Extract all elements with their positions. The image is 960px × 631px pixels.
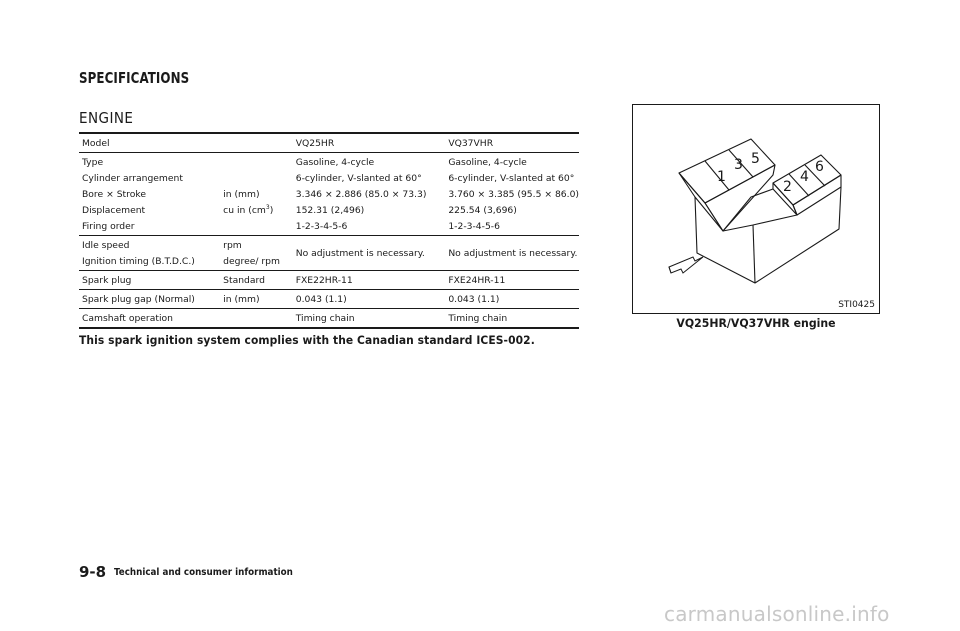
engine-figure — [632, 104, 880, 314]
valley-line — [723, 189, 773, 231]
table-cell: 6-cylinder, V-slanted at 60° — [295, 173, 422, 184]
table-cell: Spark plug — [79, 271, 223, 290]
table-row — [79, 236, 579, 255]
table-cell: 3.346 × 2.886 (85.0 × 73.3) — [295, 189, 427, 200]
table-cell: Ignition timing (B.T.D.C.) — [82, 256, 195, 267]
table-cell: Gasoline, 4-cycle — [448, 153, 579, 172]
table-cell: Timing chain — [448, 309, 579, 329]
table-cell: Displacement — [82, 205, 146, 216]
table-cell: 225.54 (3,696) — [448, 205, 517, 216]
section-title: SPECIFICATIONS — [79, 69, 190, 87]
table-cell: 1-2-3-4-5-6 — [295, 221, 348, 232]
cylinder-label: 5 — [751, 151, 760, 167]
subsection-title: ENGINE — [79, 109, 134, 127]
table-cell: 0.043 (1.1) — [448, 290, 579, 309]
table-cell — [223, 203, 296, 219]
figure-code: STI0425 — [838, 300, 875, 310]
table-cell: Firing order — [82, 221, 135, 232]
table-cell: rpm — [223, 236, 296, 255]
table-cell — [223, 309, 296, 329]
table-cell — [223, 153, 296, 172]
table-cell: FXE24HR-11 — [448, 271, 579, 290]
unit-text: cu in (cm — [223, 205, 266, 216]
footer-section: Technical and consumer information — [114, 567, 293, 578]
table-cell — [223, 171, 296, 187]
table-row — [79, 309, 579, 329]
table-cell: Gasoline, 4-cycle — [296, 153, 449, 172]
table-cell: Standard — [223, 271, 296, 290]
table-cell: Idle speed — [79, 236, 223, 255]
cylinder-label: 4 — [800, 169, 809, 185]
table-cell: Timing chain — [296, 309, 449, 329]
table-cell: Spark plug gap (Normal) — [79, 290, 223, 309]
table-cell — [223, 219, 296, 236]
table-cell: No adjustment is necessary. — [296, 236, 449, 271]
table-cell: 152.31 (2,496) — [295, 205, 365, 216]
table-cell: Camshaft operation — [79, 309, 223, 329]
page-number: 9-8 — [79, 563, 107, 581]
compliance-note: This spark ignition system complies with the Canadian standard ICES-002. — [79, 333, 535, 347]
header-cell: VQ25HR — [296, 133, 449, 153]
cylinder-label: 3 — [734, 157, 743, 173]
table-cell: 6-cylinder, V-slanted at 60° — [448, 173, 575, 184]
table-cell: in (mm) — [223, 189, 260, 200]
table-cell: Cylinder arrangement — [82, 173, 183, 184]
table-row — [79, 153, 579, 172]
cylinder-label: 6 — [815, 159, 824, 175]
table-cell: degree/ rpm — [223, 256, 280, 267]
table-row — [79, 187, 579, 203]
cylinder-label: 1 — [717, 169, 726, 185]
block-edge — [753, 225, 755, 283]
table-cell: Bore × Stroke — [82, 189, 146, 200]
header-cell — [223, 133, 296, 153]
header-cell: VQ37VHR — [448, 133, 579, 153]
table-row — [79, 203, 579, 219]
engine-block-diagram — [633, 105, 881, 315]
table-cell: 3.760 × 3.385 (95.5 × 86.0) — [448, 189, 579, 200]
table-row — [79, 219, 579, 236]
table-cell: 0.043 (1.1) — [296, 290, 449, 309]
front-direction-arrow-icon — [669, 257, 703, 273]
watermark: carmanualsonline.info — [664, 602, 890, 626]
table-row — [79, 171, 579, 187]
unit-close: ) — [269, 205, 274, 216]
table-cell: in (mm) — [223, 290, 296, 309]
cylinder-label: 2 — [783, 179, 792, 195]
table-row — [79, 290, 579, 309]
superscript: 3 — [265, 203, 270, 211]
table-header-row — [79, 133, 579, 153]
header-cell: Model — [79, 133, 223, 153]
engine-spec-table — [79, 132, 579, 329]
table-cell: FXE22HR-11 — [296, 271, 449, 290]
table-cell: No adjustment is necessary. — [448, 236, 579, 271]
table-cell: Type — [79, 153, 223, 172]
table-row — [79, 271, 579, 290]
figure-caption: VQ25HR/VQ37VHR engine — [676, 316, 836, 330]
table-cell: 1-2-3-4-5-6 — [448, 221, 500, 232]
